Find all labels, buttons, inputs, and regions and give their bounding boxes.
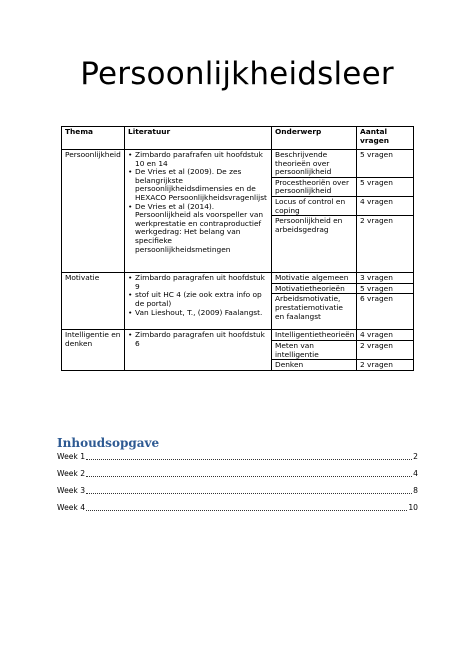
literatuur-item: • Zimbardo paragrafen uit hoofdstuk 6: [128, 331, 269, 348]
literatuur-list: [128, 274, 269, 317]
onderwerp-cell: Denken: [272, 360, 357, 371]
thema-cell: Intelligentie en denken: [62, 330, 125, 370]
toc-leader-dots: [86, 452, 412, 460]
literatuur-item: • De Vries et al (2014). Persoonlijkheid als voorspeller van werkprestatie en contraproductief werkgedrag: Het belang van specifieke persoonlijkheidsmetingen: [128, 203, 269, 255]
table-row: [62, 150, 414, 178]
toc-entry-page: 4: [413, 469, 418, 478]
onderwerp-cell: Meten van intelligentie: [272, 340, 357, 359]
thema-cell: Motivatie: [62, 273, 125, 330]
header-onderwerp: Onderwerp: [272, 127, 357, 150]
toc-leader-dots: [86, 469, 412, 477]
aantal-cell: 6 vragen: [357, 294, 414, 330]
onderwerp-cell: Motivatie algemeen: [272, 273, 357, 284]
document-title: Persoonlijkheidsleer: [80, 56, 394, 92]
study-overview-table: [61, 126, 414, 371]
toc-entry-page: 10: [408, 503, 418, 512]
literatuur-cell: [125, 330, 272, 370]
toc-leader-dots: [86, 503, 407, 511]
literatuur-item: • Van Lieshout, T., (2009) Faalangst.: [128, 309, 269, 318]
header-literatuur: Literatuur: [125, 127, 272, 150]
literatuur-list: [128, 331, 269, 348]
toc-entry-label: Week 4: [57, 503, 86, 512]
aantal-cell: 5 vragen: [357, 150, 414, 178]
toc-entry[interactable]: [57, 484, 418, 495]
onderwerp-cell: Intelligentietheorieën: [272, 330, 357, 341]
aantal-cell: 5 vragen: [357, 283, 414, 294]
aantal-cell: 2 vragen: [357, 360, 414, 371]
header-thema: Thema: [62, 127, 125, 150]
toc-entry[interactable]: [57, 501, 418, 512]
toc-entry-label: Week 2: [57, 469, 86, 478]
aantal-cell: 2 vragen: [357, 216, 414, 273]
table-row: [62, 273, 414, 284]
aantal-cell: 4 vragen: [357, 196, 414, 215]
toc-entry[interactable]: [57, 467, 418, 478]
thema-cell: Persoonlijkheid: [62, 150, 125, 273]
toc-entry-label: Week 1: [57, 452, 86, 461]
aantal-cell: 5 vragen: [357, 177, 414, 196]
literatuur-cell: [125, 273, 272, 330]
study-table-container: [61, 126, 413, 371]
table-row: [62, 330, 414, 341]
literatuur-item: • De Vries et al (2009). De zes belangrijkste persoonlijkheidsdimensies en de HEXACO Persoonlijkheidsvragenlijst: [128, 168, 269, 202]
onderwerp-cell: Arbeidsmotivatie, prestatiemotivatie en faalangst: [272, 294, 357, 330]
literatuur-item: • Zimbardo paragrafen uit hoofdstuk 9: [128, 274, 269, 291]
literatuur-item: • stof uit HC 4 (zie ook extra info op de portal): [128, 291, 269, 308]
onderwerp-cell: Persoonlijkheid en arbeidsgedrag: [272, 216, 357, 273]
toc-entry-page: 8: [413, 486, 418, 495]
literatuur-list: [128, 151, 269, 254]
toc-entry-page: 2: [413, 452, 418, 461]
toc-entry-label: Week 3: [57, 486, 86, 495]
aantal-cell: 3 vragen: [357, 273, 414, 284]
onderwerp-cell: Locus of control en coping: [272, 196, 357, 215]
toc-entry[interactable]: [57, 450, 418, 461]
onderwerp-cell: Motivatietheorieën: [272, 283, 357, 294]
header-aantal-vragen: Aantal vragen: [357, 127, 414, 150]
table-header-row: [62, 127, 414, 150]
toc-heading: Inhoudsopgave: [57, 436, 160, 450]
onderwerp-cell: Procestheoriën over persoonlijkheid: [272, 177, 357, 196]
toc-leader-dots: [86, 486, 412, 494]
aantal-cell: 2 vragen: [357, 340, 414, 359]
onderwerp-cell: Beschrijvende theorieën over persoonlijkheid: [272, 150, 357, 178]
aantal-cell: 4 vragen: [357, 330, 414, 341]
literatuur-item: • Zimbardo parafrafen uit hoofdstuk 10 en 14: [128, 151, 269, 168]
literatuur-cell: [125, 150, 272, 273]
